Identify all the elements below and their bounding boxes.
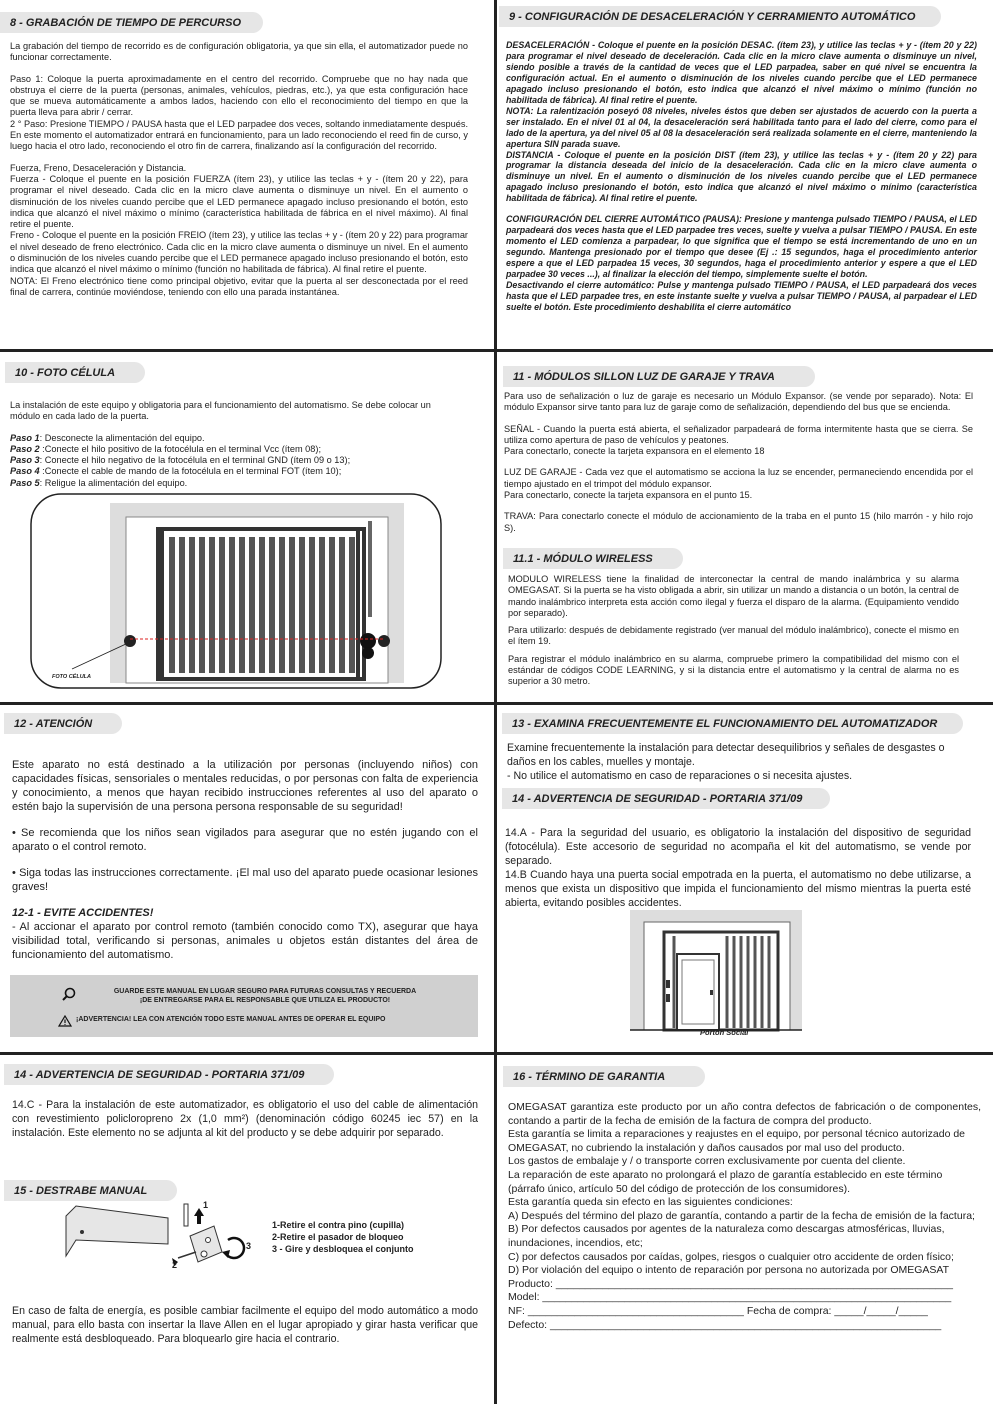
warning-box bbox=[10, 975, 478, 1037]
paragraph: SEÑAL - Cuando la puerta está abierta, el señalizador parpadeará de forma intermitente hasta que se cierra. Se utiliza como apertura de paso de vehículos y peatones. bbox=[504, 423, 973, 445]
section-title: 13 - EXAMINA FRECUENTEMENTE EL FUNCIONAMIENTO DEL AUTOMATIZADOR bbox=[502, 713, 963, 734]
paragraph: • Se recomienda que los niños sean vigilados para asegurar que no estén jugando con el aparato o el control remoto. bbox=[12, 827, 478, 853]
section-body bbox=[499, 1087, 993, 1332]
section-title: 9 - CONFIGURACIÓN DE DESACELERACIÓN Y CERRAMIENTO AUTOMÁTICO bbox=[499, 6, 941, 27]
photocell-label: FOTO CÉLULA bbox=[52, 674, 92, 680]
social-gate-label: Portón Social bbox=[700, 1028, 749, 1037]
paragraph: Fuerza, Freno, Desaceleración y Distancia. bbox=[10, 162, 187, 173]
section-13 bbox=[499, 713, 993, 783]
section-14-c bbox=[0, 1064, 490, 1174]
paragraph: • Siga todas las instrucciones correctamente. ¡El mal uso del aparato puede ocasionar lesiones graves! bbox=[12, 867, 478, 893]
section-14-ab bbox=[499, 788, 993, 908]
section-title: 11 - MÓDULOS SILLON LUZ DE GARAJE Y TRAVA bbox=[503, 366, 815, 387]
paragraph: Paso 1: Coloque la puerta aproximadamente en el centro del recorrido. Compruebe que no hay nada que obstruya el cierre de la puerta (personas, animales, vehículos, piedras, etc.), ya que esta configuración hace que se mueva automáticamente a ambos lados, haciendo con ello el reconocimiento del tiempo en que la puerta lleva para abrir / cerrar. bbox=[10, 73, 468, 118]
paragraph: - No utilice el automatismo en caso de reparaciones o si necesita ajustes. bbox=[507, 770, 853, 782]
section-body bbox=[499, 809, 993, 908]
section-title: 15 - DESTRABE MANUAL bbox=[4, 1180, 177, 1201]
section-body bbox=[499, 387, 993, 534]
section-11-1 bbox=[499, 548, 993, 700]
paragraph: TRAVA: Para conectarlo conecte el módulo de accionamiento de la traba en el punto 15 (hilo marrón - y hilo rojo S). bbox=[504, 511, 973, 533]
section-body bbox=[0, 734, 490, 962]
paragraph: NOTA: El Freno electrónico tiene como principal objetivo, evitar que la puerta al ser desconectada por el reed final de carrera, continúe moviéndose, teniendo con ello una parada instantánea. bbox=[10, 275, 468, 297]
row-divider-2 bbox=[0, 702, 993, 705]
section-9 bbox=[499, 6, 993, 348]
paragraph: Para conectarlo, conecte la tarjeta expansora en el elemento 18 bbox=[504, 446, 765, 457]
warning-read-manual: ¡ADVERTENCIA! LEA CON ATENCIÓN TODO ESTE MANUAL ANTES DE OPERAR EL EQUIPO bbox=[76, 1016, 386, 1023]
step: Paso 3: Conecte el hilo negativo de la fotocélula en el terminal GND (ítem 09 o 13); bbox=[10, 455, 351, 466]
paragraph: La reparación de este aparato no prolongará el plazo de garantía establecido en este término (párrafo único, artículo 50 del código de protección de los consumidores). bbox=[508, 1168, 943, 1195]
condition-item: B) Por defectos causados por agentes de la naturaleza como descargas atmosféricas, lluvias, inundaciones, incendios, etc; bbox=[508, 1223, 945, 1249]
section-title: 16 - TÉRMINO DE GARANTIA bbox=[503, 1066, 705, 1087]
row-divider-3 bbox=[0, 1052, 993, 1055]
warning-triangle-icon bbox=[58, 1014, 72, 1026]
section-title: 10 - FOTO CÉLULA bbox=[5, 362, 145, 383]
social-gate-illustration bbox=[630, 910, 802, 1040]
section-body bbox=[499, 27, 993, 313]
paragraph: DISTANCIA - Coloque el puente en la posición DIST (ítem 23), y utilice las teclas + y - (ítem 20 y 22) para programar la distancia deseada del inicio de la desaceleración. Cada clic en la micro clave aumenta o disminuye un nivel. En el aumento o disminución de los niveles cuando percibe que el LED permanece apagado incluso presionando el botón, esto indica que alcanzó el nivel máximo o mínimo (característica habilitada de fábrica). Al final retire el puente. bbox=[506, 149, 977, 204]
paragraph: La instalación de este equipo y obligatoria para el funcionamiento del automatismo. Se debe colocar un módulo en cada lado de la puerta. bbox=[10, 400, 431, 422]
release-steps-legend: 1-Retire el contra pino (cupilla) 2-Retire el pasador de bloqueo 3 - Gire y desbloquea el conjunto bbox=[272, 1220, 414, 1254]
paragraph: Para registrar el módulo inalámbrico en su alarma, compruebe primero la compatibilidad del mismo con el estándar de códigos CODE LEARNING, y si la distancia entre el automatismo y la central de alarma no es superior a 30 metro. bbox=[508, 653, 959, 687]
section-title: 12 - ATENCIÓN bbox=[4, 713, 122, 734]
section-8 bbox=[0, 12, 490, 348]
paragraph: MODULO WIRELESS tiene la finalidad de interconectar la central de mando inalámbrica y su alarma OMEGASAT. Si la puerta se ha visto obligada a abrir, sin utilizar un mando a distancia o un botón, la central de mando inalámbrico interpreta esta acción como ilegal y fuerza el disparo de la alarma. (Equipamiento vendido por separado). bbox=[508, 574, 959, 618]
warning-save-manual: GUARDE ESTE MANUAL EN LUGAR SEGURO PARA FUTURAS CONSULTAS Y RECUERDA ¡DE ENTREGARSE PARA EL RESPONSABLE QUE UTILIZA EL PRODUCTO! bbox=[113, 988, 417, 1004]
section-16 bbox=[499, 1066, 993, 1404]
magnifier-icon bbox=[62, 987, 76, 1001]
condition-item: D) Por violación del equipo o intento de reparación por persona no autorizada por OMEGASAT bbox=[508, 1264, 950, 1277]
row-divider-1 bbox=[0, 349, 993, 352]
paragraph: Los gastos de embalaje y / o transporte corren exclusivamente por cuenta del cliente. bbox=[508, 1155, 906, 1168]
paragraph: OMEGASAT garantiza este producto por un año contra defectos de fabricación o de componentes, contando a partir de la fecha de emisión de la factura de compra del producto. bbox=[508, 1101, 981, 1127]
model-field[interactable]: Model: ______________________________________________________________________ bbox=[508, 1291, 952, 1304]
paragraph: Para conectarlo, conecte la tarjeta expansora en el punto 15. bbox=[504, 490, 753, 501]
manual-release-illustration bbox=[58, 1196, 258, 1276]
section-title: 8 - GRABACIÓN DE TIEMPO DE PERCURSO bbox=[0, 12, 263, 33]
paragraph: CONFIGURACIÓN DEL CIERRE AUTOMÁTICO (PAUSA): Presione y mantenga pulsado TIEMPO / PAUSA, el LED parpadeará dos veces hasta que el LED parpadee tres veces, suelte y vuelva a pulsar TIEMPO / PAUSA. En este momento el LED comienza a parpadear, lo que significa que el tiempo se está incrementando de uno en un segundo. Mantenga presionado por el tiempo que desee (Ej .: 15 segundos, haga el procedimiento anterior espere a que el LED parpadea 15 veces, 30 segundos, haga el procedimiento anterior y espere a que el LED parpadee 30 veces ...), al finalizar la elección del tiempo, simplemente suelte el botón. bbox=[506, 214, 977, 280]
paragraph: DESACELERACIÓN - Coloque el puente en la posición DESAC. (ítem 23), y utilice las teclas + y - (ítem 20 y 22) para programar el nivel deseado de deceleración. Cada clic en la micro clave aumenta o disminuye un nivel, siendo posible a través de la cantidad de veces que el LED parpadea, saber en qué nivel se encuentra la configuración actual. En el aumento o disminución de los niveles cuando percibe que el LED permanece apagado incluso presionando el botón, esto indica que alcanzó el nivel máximo o mínimo (función no habilitada de fábrica). Al final retire el puente. bbox=[506, 40, 977, 105]
paragraph: Fuerza - Coloque el puente en la posición FUERZA (ítem 23), y utilice las teclas + y - (ítem 20 y 22), para programar el nivel deseado. Cada clic en la micro clave aumenta o disminuye un nivel. En el aumento o disminución de los niveles cuando percibe que el LED permanece apagado incluso presionando el botón, esto indica que alcanzó el nivel máximo o mínimo (característica habilitada de fábrica en el nivel máximo). Al final retire el puente. bbox=[10, 173, 468, 230]
paragraph: Para uso de señalización o luz de garaje es necesario un Módulo Expansor. (se vende por separado). Nota: El módulo Expansor sirve tanto para luz de garaje como de señalización, dependiendo del bus que se encienda. bbox=[504, 391, 973, 413]
paragraph: - Al accionar el aparato por control remoto (también conocido como TX), asegurar que haya visibilidad total, verificando si personas, animales u objetos están distantes del área de funcionamiento del automatismo. bbox=[12, 921, 478, 961]
photocell-gate-illustration bbox=[30, 493, 442, 689]
paragraph: Freno - Coloque el puente en la posición FREIO (ítem 23), y utilice las teclas + y - (ítem 20 y 22) para programar el nivel deseado de freno electrónico. Cada clic en la micro clave aumenta o disminuye un nivel. En el aumento o disminución de los niveles cuando percibe que el LED permanece apagado incluso presionando el botón, esto indica que alcanzó el nivel máximo o mínimo (función no habilitada de fábrica). Al final retire el puente. bbox=[10, 230, 468, 275]
paragraph: 14.C - Para la instalación de este automatizador, es obligatorio el uso del cable de alimentación con revestimiento policloropreno 2x (1,0 mm²) (denominación código 60245 iec 57) en la instalación. Este elemento no se adjunta al kit del producto y se debe adquirir por separado. bbox=[12, 1099, 478, 1139]
steps-list bbox=[10, 433, 450, 489]
section-body bbox=[499, 569, 993, 688]
paragraph: La grabación del tiempo de recorrido es de configuración obligatoria, ya que sin ella, el automatizador puede no funcionar correctamente. bbox=[10, 41, 468, 63]
paragraph: Esta garantía se limita a reparaciones y reajustes en el equipo, por personal técnico autorizado de OMEGASAT, no cubriendo la instalación y daños causados por mal uso del producto. bbox=[508, 1128, 966, 1154]
step: Paso 2 :Conecte el hilo positivo de la fotocélula en el terminal Vcc (ítem 08); bbox=[10, 443, 322, 454]
paragraph: Desactivando el cierre automático: Pulse y mantenga pulsado TIEMPO / PAUSA, el LED parpadeará dos veces hasta que el LED parpadee tres, en este instante suelte y vuelva a pulsar TIEMPO / PAUSA, al parpadear el LED suelte el botón. Este procedimiento deshabilita el cierre automático bbox=[506, 280, 977, 312]
condition-item: C) por defectos causados por caídas, golpes, riesgos o cualquier otro accidente de orden físico; bbox=[508, 1250, 954, 1263]
section-title: 11.1 - MÓDULO WIRELESS bbox=[503, 548, 683, 569]
step: Paso 4 :Conecte el cable de mando de la fotocélula en el terminal FOT (ítem 10); bbox=[10, 466, 342, 477]
step-number-3: 3 bbox=[246, 1241, 252, 1251]
section-body bbox=[0, 383, 490, 489]
paragraph: Este aparato no está destinado a la utilización por personas (incluyendo niños) con capacidades físicas, sensoriales o mentales reducidas, o por personas con falta de experiencia y conocimiento, a menos que hayan recibido instrucciones referentes al uso del aparato o estén bajo la supervisión de una persona persona responsable de su seguridad! bbox=[12, 759, 478, 813]
paragraph: Examine frecuentemente la instalación para detectar desequilibrios y señales de desgastes o daños en los cables, muelles y montaje. bbox=[507, 742, 945, 768]
step-number-1: 1 bbox=[203, 1200, 209, 1210]
paragraph: Esta garantía queda sin efecto en las siguientes condiciones: bbox=[508, 1196, 793, 1209]
nf-date-row bbox=[508, 1305, 981, 1319]
section-body bbox=[0, 1085, 490, 1140]
section-body bbox=[0, 33, 490, 298]
section-11 bbox=[499, 366, 993, 536]
paragraph: 2 ° Paso: Presione TIEMPO / PAUSA hasta que el LED parpadee dos veces, soltando inmediatamente después. En este momento el automatizador entrará en funcionamiento, para un lado reconociendo el reed fin de curso, y luego hacia el otro lado, reconociendo el otro fin de carrera, finalizando así la configuración del recorrido. bbox=[10, 118, 468, 152]
paragraph: LUZ DE GARAJE - Cada vez que el automatismo se acciona la luz se encender, permaneciendo encendida por el tiempo ajustado en el trimpot del módulo expansor. bbox=[504, 467, 973, 489]
product-field[interactable]: Producto: ____________________________________________________________________ bbox=[508, 1277, 953, 1290]
paragraph: NOTA: La ralentización poseyó 08 niveles, niveles éstos que deben ser ajustados de acuerdo con la puerta a ser instalado. En el nivel 01 al 04, la desaceleración será habilitada tanto para el lado del cierre, como para el lado de la apertura, ya del nivel 05 al 08 la desaceleración será realizada solamente en el cierre, manteniendo la apertura SIN parada suave. bbox=[506, 105, 977, 149]
paragraph: 14.B Cuando haya una puerta social empotrada en la puerta, el automatismo no debe utilizarse, a menos que exista un dispositivo que impida el funcionamiento del mismo mientras la puerta esté abierta, evitando posibles accidentes. bbox=[505, 869, 971, 908]
section-body bbox=[499, 734, 993, 783]
release-paragraph: En caso de falta de energía, es posible cambiar facilmente el equipo del modo automático a modo manual, para ello basta con insertar la llave Allen en el lugar apropiado y girar hasta verificar que realmente está desbloqueado. Para bloquearlo gire hacia el contrario. bbox=[12, 1305, 478, 1345]
nf-field[interactable]: NF: _____________________________________ bbox=[508, 1304, 744, 1317]
subsection-title: 12-1 - EVITE ACCIDENTES! bbox=[12, 907, 154, 919]
condition-item: A) Después del término del plazo de garantía, contando a partir de la fecha de emisión de la factura; bbox=[508, 1209, 975, 1222]
step: Paso 1: Desconecte la alimentación del equipo. bbox=[10, 432, 205, 443]
purchase-date-field[interactable]: Fecha de compra: _____/_____/_____ bbox=[746, 1304, 928, 1317]
paragraph: Para utilizarlo: después de debidamente registrado (ver manual del módulo inalámbrico), conecte el mismo en el ítem 19. bbox=[508, 625, 959, 647]
defect-field[interactable]: Defecto: ___________________________________________________________________ bbox=[508, 1318, 942, 1331]
section-title: 14 - ADVERTENCIA DE SEGURIDAD - PORTARIA 371/09 bbox=[4, 1064, 334, 1085]
section-title: 14 - ADVERTENCIA DE SEGURIDAD - PORTARIA 371/09 bbox=[502, 788, 830, 809]
paragraph: 14.A - Para la seguridad del usuario, es obligatorio la instalación del dispositivo de seguridad (fotocélula). Este accesorio de seguridad no acompaña el kit del automatismo, se vende por separado. bbox=[505, 827, 971, 867]
step: Paso 5: Religue la alimentación del equipo. bbox=[10, 477, 188, 488]
step-number-2: 2 bbox=[172, 1260, 178, 1270]
